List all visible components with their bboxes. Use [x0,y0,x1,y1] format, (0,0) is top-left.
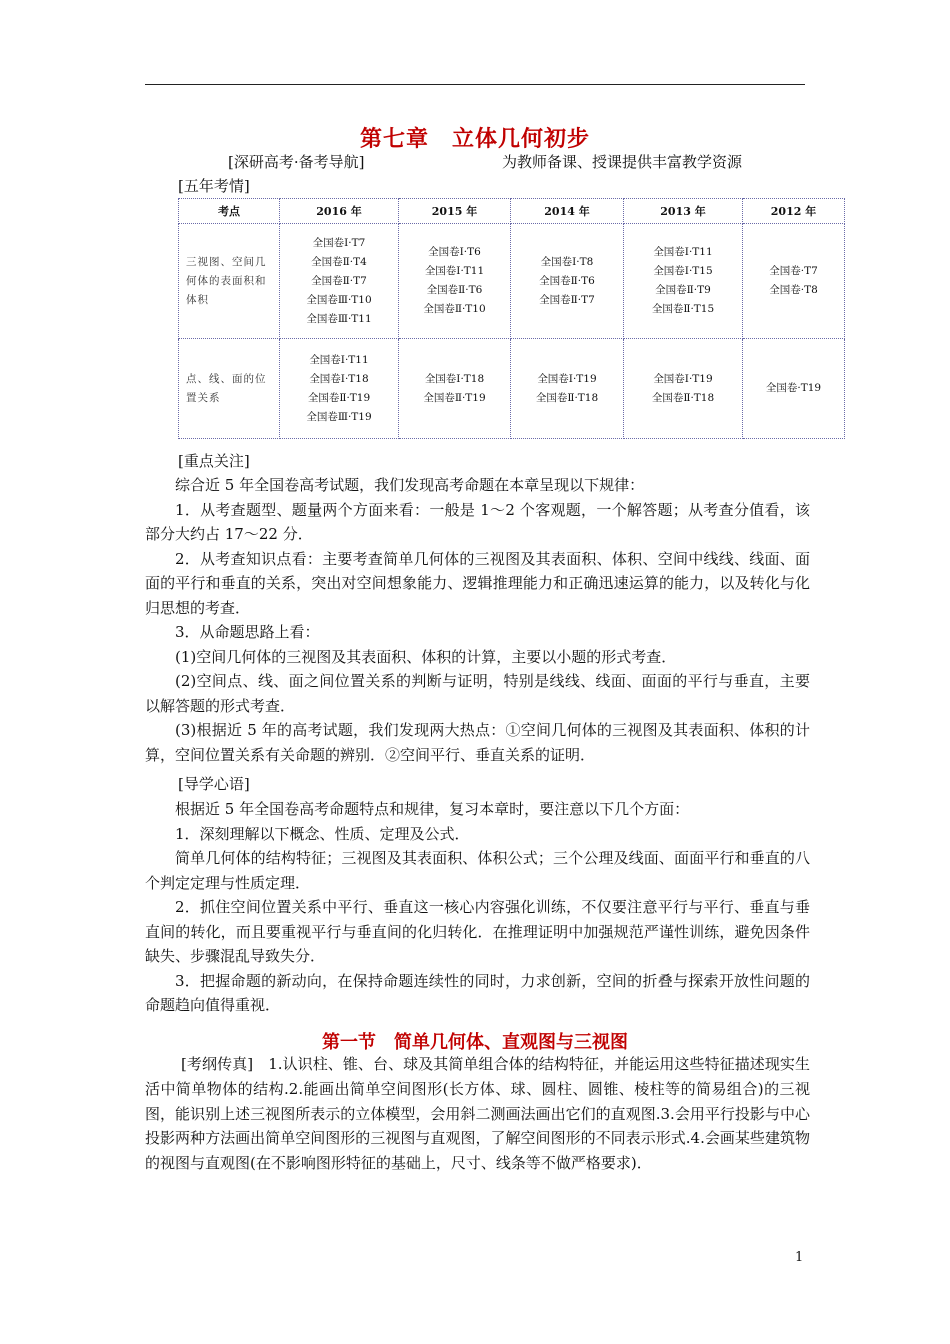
exam-item: 全国卷Ⅰ·T19 [653,372,713,385]
exam-item: 全国卷Ⅱ·T19 [307,391,371,404]
exam-item: 全国卷Ⅱ·T19 [423,391,486,404]
exam-item: 全国卷Ⅰ·T11 [309,353,369,366]
table-row [179,224,845,339]
focus-paragraph: 2．从考查知识点看：主要考查简单几何体的三视图及其表面积、体积、空间中线线、线面、面面的平行和垂直的关系，突出对空间想象能力、逻辑推理能力和正确迅速运算的能力，以及转化与化归思想的考查． [145,549,810,617]
focus-paragraph: (1)空间几何体的三视图及其表面积、体积的计算，主要以小题的形式考查． [175,647,677,666]
header-rule [145,84,805,85]
table-row [179,339,845,439]
exam-item: 全国卷Ⅱ·T6 [426,284,483,296]
guide-section [145,797,810,1018]
exam-item: 全国卷Ⅰ·T15 [653,265,713,277]
exam-table [178,198,845,439]
exam-item: 全国卷Ⅲ·T11 [306,312,372,325]
focus-paragraph: 1．从考查题型、题量两个方面来看：一般是 1～2 个客观题，一个解答题；从考查分值看，该部分大约占 17～22 分． [145,500,810,543]
exam-item: 全国卷Ⅱ·T7 [311,274,367,287]
guide-paragraph: 1．深刻理解以下概念、性质、定理及公式． [175,824,470,843]
exam-item: 全国卷Ⅰ·T18 [424,372,485,385]
header-right-label: 为教师备课、授课提供丰富教学资源 [502,153,743,171]
syllabus-paragraph: [考纲传真] 1.认识柱、锥、台、球及其简单组合体的结构特征，并能运用这些特征描述现实生活中简单物体的结构.2.能画出简单空间图形(长方体、球、圆柱、圆锥、棱柱等的简易组合)的三视图，能识别上述三视图所表示的立体模型，会用斜二测画法画出它们的直观图.3.会用平行投影与中心投影两种方法画出简单空间图形的三视图与直观图，了解空间图形的不同表示形式.4.会画某些建筑物的视图与直观图(在不影响图形特征的基础上，尺寸、线条等不做严格要求)． [145,1055,810,1173]
table-cell [399,339,511,439]
exam-item: 全国卷·T7 [769,265,818,277]
section-title: 第一节 简单几何体、直观图与三视图 [322,1032,628,1053]
guide-paragraph: 3．把握命题的新动向，在保持命题连续性的同时，力求创新，空间的折叠与探索开放性问题的命题趋向值得重视． [145,971,810,1014]
syllabus-outline [145,1052,810,1176]
table-cell [624,339,743,439]
guide-paragraph: 2．抓住空间位置关系中平行、垂直这一核心内容强化训练，不仅要注意平行与平行、垂直与垂直间的转化，而且要重视平行与垂直间的化归转化．在推理证明中加强规范严谨性训练，避免因条件缺失、步骤混乱导致失分． [145,898,810,965]
guide-label: [导学心语] [178,775,250,793]
table-cell [511,339,624,439]
header-2016: 2016 年 [280,199,399,224]
exam-item: 全国卷Ⅱ·T4 [311,255,367,268]
exam-item: 全国卷Ⅰ·T8 [540,255,594,268]
table-cell [280,339,399,439]
exam-item: 全国卷Ⅱ·T10 [423,303,486,315]
header-left-label: [深研高考·备考导航] [228,153,365,171]
exam-item: 全国卷·T8 [769,284,818,296]
focus-paragraph: 综合近 5 年全国卷高考试题，我们发现高考命题在本章呈现以下规律： [175,476,645,494]
focus-section [145,473,810,767]
table-cell [399,224,511,339]
exam-item: 全国卷Ⅱ·T6 [539,274,595,287]
topic-cell: 点、线、面的位置关系 [179,339,280,439]
exam-item: 全国卷Ⅱ·T9 [655,284,711,296]
guide-paragraph: 简单几何体的结构特征；三视图及其表面积、体积公式；三个公理及线面、面面平行和垂直的八个判定定理与性质定理． [145,849,810,892]
exam-item: 全国卷Ⅱ·T18 [535,391,599,404]
page-number: 1 [795,1250,804,1265]
table-cell [511,224,624,339]
focus-paragraph: (2)空间点、线、面之间位置关系的判断与证明，特别是线线、线面、面面的平行与垂直，主要以解答题的形式考查． [145,672,810,715]
header-2015: 2015 年 [399,199,511,224]
focus-paragraph: 3．从命题思路上看： [175,623,320,641]
exam-item: 全国卷Ⅱ·T15 [651,303,715,315]
exam-item: 全国卷Ⅰ·T11 [653,246,713,258]
header-topic: 考点 [179,199,280,224]
table-cell [280,224,399,339]
table-cell [743,224,845,339]
exam-item: 全国卷·T19 [765,382,822,394]
exam-item: 全国卷Ⅲ·T19 [306,410,372,423]
header-2013: 2013 年 [624,199,743,224]
five-year-label: [五年考情] [178,177,250,195]
exam-item: 全国卷Ⅰ·T6 [428,246,481,258]
exam-item: 全国卷Ⅲ·T10 [306,293,372,306]
table-cell [624,224,743,339]
table-header-row [179,199,845,224]
guide-paragraph: 根据近 5 年全国卷高考命题特点和规律，复习本章时，要注意以下几个方面： [175,800,690,818]
header-2012: 2012 年 [743,199,845,224]
exam-item: 全国卷Ⅰ·T7 [312,236,366,249]
focus-paragraph: (3)根据近 5 年的高考试题，我们发现两大热点：①空间几何体的三视图及其表面积、体积的计算，空间位置关系有关命题的辨别．②空间平行、垂直关系的证明． [145,721,810,764]
exam-item: 全国卷Ⅱ·T18 [651,391,715,404]
chapter-title: 第七章 立体几何初步 [359,126,590,152]
exam-item: 全国卷Ⅰ·T18 [309,372,369,385]
header-2014: 2014 年 [511,199,624,224]
exam-item: 全国卷Ⅰ·T11 [424,265,485,277]
exam-item: 全国卷Ⅱ·T7 [539,293,595,306]
table-cell [743,339,845,439]
exam-item: 全国卷Ⅰ·T19 [537,372,597,385]
focus-label: [重点关注] [178,452,250,470]
topic-cell: 三视图、空间几何体的表面积和体积 [179,224,280,339]
